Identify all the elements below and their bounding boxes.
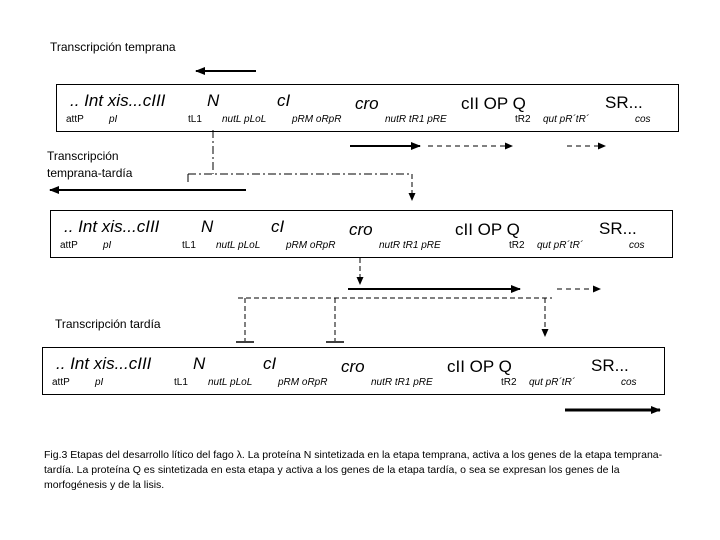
gene-cro: cro <box>355 94 379 113</box>
gene-cii-op-q: cII OP Q <box>447 357 512 376</box>
site-tl1: tL1 <box>174 377 188 388</box>
stage-label-early: Transcripción temprana <box>50 40 176 54</box>
site-attp: attP <box>60 240 78 251</box>
site-qut-pr-tr: qut pR´tR´ <box>529 377 576 388</box>
site-nutr-tr1-pre: nutR tR1 pRE <box>371 377 433 388</box>
site-nutl-pl-ol: nutL pLoL <box>216 240 261 251</box>
stage-label-early-late-1: Transcripción <box>47 149 119 163</box>
stage-label-late: Transcripción tardía <box>55 317 161 331</box>
site-tr2: tR2 <box>515 114 531 125</box>
site-tl1: tL1 <box>188 114 202 125</box>
gene-sr: SR... <box>599 219 637 238</box>
site-prm-or-pr: pRM oRpR <box>286 240 336 251</box>
site-pi: pI <box>103 240 112 251</box>
site-nutl-pl-ol: nutL pLoL <box>222 114 267 125</box>
gene-cii-op-q: cII OP Q <box>455 220 520 239</box>
gene-n: N <box>193 354 206 373</box>
gene-n: N <box>207 91 220 110</box>
gene-int-xis-ciii: .. Int xis...cIII <box>64 217 160 236</box>
gene-cro: cro <box>349 220 373 239</box>
gene-sr: SR... <box>605 93 643 112</box>
gene-cro: cro <box>341 357 365 376</box>
repression-marker-pl <box>236 298 254 342</box>
site-nutr-tr1-pre: nutR tR1 pRE <box>385 114 447 125</box>
gene-ci: cI <box>271 217 285 236</box>
gene-n: N <box>201 217 214 236</box>
site-cos: cos <box>629 240 645 251</box>
gene-int-xis-ciii: .. Int xis...cIII <box>56 354 152 373</box>
site-attp: attP <box>52 377 70 388</box>
site-nutr-tr1-pre: nutR tR1 pRE <box>379 240 441 251</box>
gene-ci: cI <box>263 354 277 373</box>
q-protein-antitermination-connector <box>238 298 552 336</box>
site-tr2: tR2 <box>501 377 517 388</box>
site-pi: pI <box>109 114 118 125</box>
site-tr2: tR2 <box>509 240 525 251</box>
site-attp: attP <box>66 114 84 125</box>
site-nutl-pl-ol: nutL pLoL <box>208 377 253 388</box>
site-prm-or-pr: pRM oRpR <box>278 377 328 388</box>
site-pi: pI <box>95 377 104 388</box>
repression-marker-pr <box>326 298 344 342</box>
site-prm-or-pr: pRM oRpR <box>292 114 342 125</box>
site-qut-pr-tr: qut pR´tR´ <box>543 114 590 125</box>
gene-ci: cI <box>277 91 291 110</box>
figure-caption: Fig.3 Etapas del desarrollo lítico del fago λ. La proteína N sintetizada en la etapa temprana, activa a los genes de la etapa temprana-tardía. La proteína Q es sintetizada en esta etapa y activa a los genes de la etapa tardía, o sea se expresan los genes de la morfogénesis y de la lisis. <box>44 449 663 491</box>
stage-label-early-late-2: temprana-tardía <box>47 166 133 180</box>
site-qut-pr-tr: qut pR´tR´ <box>537 240 584 251</box>
site-tl1: tL1 <box>182 240 196 251</box>
site-cos: cos <box>621 377 637 388</box>
gene-sr: SR... <box>591 356 629 375</box>
site-cos: cos <box>635 114 651 125</box>
gene-int-xis-ciii: .. Int xis...cIII <box>70 91 166 110</box>
gene-cii-op-q: cII OP Q <box>461 94 526 113</box>
